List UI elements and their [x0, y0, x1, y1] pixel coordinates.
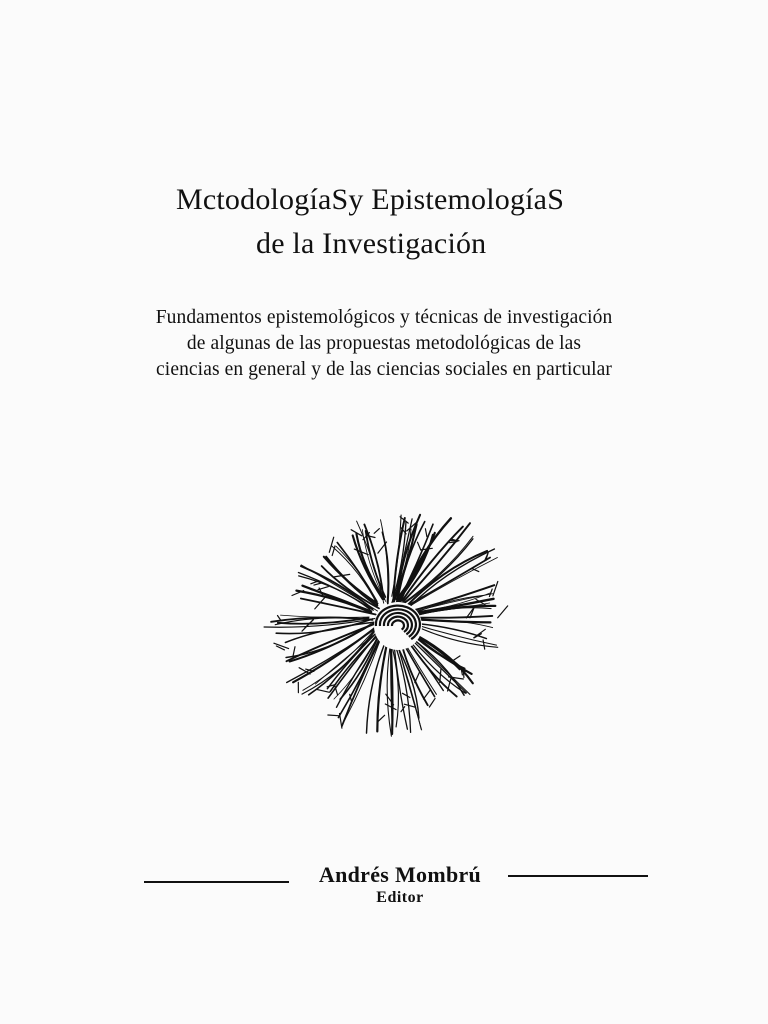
book-title-line-1: MctodologíaSy EpistemologíaS [176, 183, 565, 216]
subtitle-line-2: de algunas de las propuestas metodológicas de las [186, 333, 582, 354]
emblem-spike [340, 714, 342, 729]
emblem-spike [316, 689, 329, 692]
subtitle-line-3: ciencias en general y de las ciencias sociales en particular [156, 359, 612, 380]
emblem-core [374, 602, 422, 650]
radial-flower-emblem-icon [252, 490, 522, 750]
emblem-spike [314, 583, 321, 585]
emblem-spike [293, 647, 295, 657]
emblem-strand [281, 615, 370, 617]
emblem-spike [498, 606, 508, 618]
emblem-spike [385, 704, 396, 710]
emblem-spike [429, 698, 435, 707]
author-block [0, 862, 768, 922]
book-title-line-2: de la Investigación [256, 227, 487, 260]
emblem-spike [311, 581, 318, 584]
emblem-spike [418, 542, 421, 550]
emblem-spike [374, 529, 379, 534]
emblem-spike [425, 529, 427, 537]
emblem-spike [329, 537, 333, 552]
subtitle-line-1: Fundamentos epistemológicos y técnicas de investigación [155, 307, 613, 328]
emblem-drawing [252, 490, 522, 750]
emblem-strand [327, 629, 380, 689]
emblem-spike [493, 582, 498, 596]
emblem-spike [415, 671, 420, 682]
book-subtitle [0, 305, 768, 383]
author-name: Andrés Mombrú [318, 862, 482, 887]
emblem-spike [483, 640, 485, 649]
emblem-spike [424, 690, 431, 699]
emblem-spike [403, 693, 410, 697]
emblem-spike [328, 715, 338, 716]
author-role: Editor [376, 889, 424, 906]
